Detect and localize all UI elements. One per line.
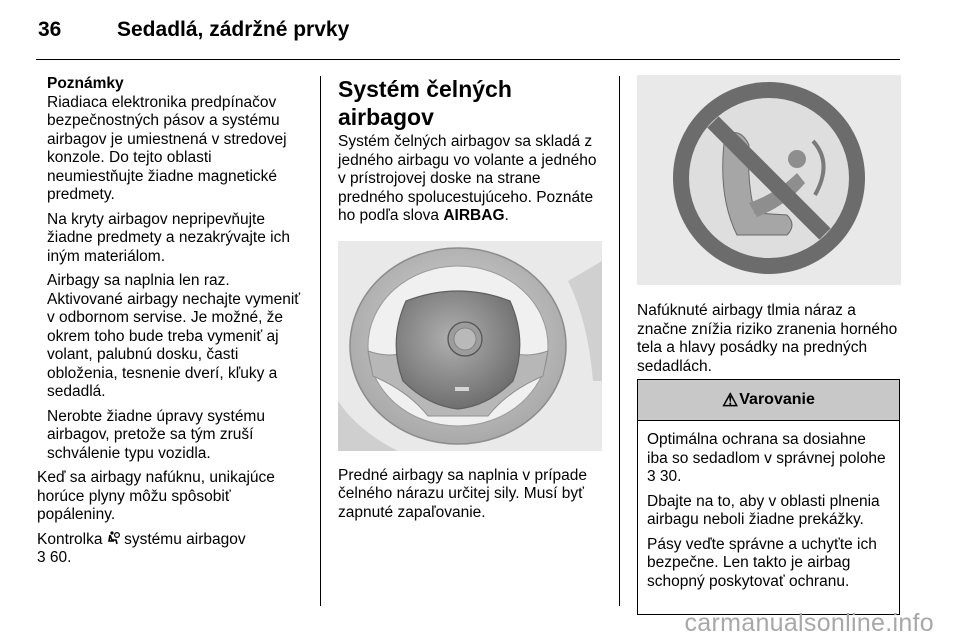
indicator-description: systému airbagov bbox=[124, 530, 246, 548]
warning-header bbox=[638, 380, 899, 421]
column-divider-left bbox=[320, 76, 321, 606]
intro-paragraph bbox=[338, 133, 604, 226]
warning-title: Varovanie bbox=[739, 391, 815, 408]
warning-body bbox=[638, 421, 899, 591]
protection-text: Nafúknuté airbagy tlmia náraz a značne znížia riziko zranenia horného tela a hlavy posádky na predných sedadlách. bbox=[637, 302, 898, 375]
no-rear-facing-child-seat-icon bbox=[637, 75, 901, 285]
page-reference: 3 60. bbox=[37, 549, 72, 566]
header-divider bbox=[36, 59, 900, 60]
warning-paragraph: Dbajte na to, aby v oblasti plnenia airbagu neboli žiadne prekážky. bbox=[647, 492, 880, 528]
airbag-word: AIRBAG bbox=[443, 207, 505, 224]
no-child-seat-illustration bbox=[637, 75, 901, 285]
warning-paragraph: Pásy veďte správne a uchyťte ich bezpečne. Len takto je airbag schopný poskytovať ochranu. bbox=[647, 535, 877, 590]
page-title: Sedadlá, zádržné prvky bbox=[117, 18, 350, 41]
column-divider-right bbox=[619, 76, 620, 606]
steering-wheel-illustration bbox=[338, 241, 602, 451]
note-paragraph: Nerobte žiadne úpravy systému airbagov, pretože sa tým zruší schválenie typu vozidla. bbox=[47, 407, 265, 462]
note-paragraph: Riadiaca elektronika predpínačov bezpečnostných pásov a systému airbagov je umiestnená v stredovej konzole. Do tejto oblasti neumiestňujte žiadne magnetické predmety. bbox=[47, 93, 287, 203]
note-paragraph: Na kryty airbagov nepripevňujte žiadne predmety a nezakrývajte ich iným materiálom. bbox=[47, 210, 290, 265]
intro-end: . bbox=[504, 207, 509, 224]
indicator-paragraph bbox=[37, 531, 307, 568]
section-title: Systém čelných airbagov bbox=[338, 76, 512, 130]
warning-paragraph: Optimálna ochrana sa dosiahne iba so sedadlom v správnej polohe 3 30. bbox=[647, 431, 886, 485]
burn-warning-text: Keď sa airbagy nafúknu, unikajúce horúce plyny môžu spôsobiť popáleniny. bbox=[37, 469, 275, 523]
middle-column bbox=[338, 75, 604, 522]
right-column bbox=[637, 75, 901, 376]
page-header bbox=[0, 0, 960, 60]
note-paragraph: Airbagy sa naplnia len raz. Aktivované airbagy nechajte vymeniť v odbornom servise. Je možné, že okrem toho bude treba vymeniť aj volant, palubnú dosku, časti obloženia, tesnenie dverí, kľuky a sedadlá. bbox=[47, 272, 301, 400]
steering-wheel-icon bbox=[338, 241, 602, 451]
note-block bbox=[47, 94, 307, 464]
watermark: carmanualsonline.info bbox=[684, 609, 934, 637]
note-heading: Poznámky bbox=[47, 75, 124, 92]
warning-icon: ⚠ bbox=[722, 389, 739, 410]
airbag-indicator-icon bbox=[107, 531, 120, 545]
page-number: 36 bbox=[38, 18, 62, 41]
left-column bbox=[37, 75, 307, 574]
inflation-text: Predné airbagy sa naplnia v prípade čelného nárazu určitej sily. Musí byť zapnuté zapaľovanie. bbox=[338, 466, 588, 521]
indicator-label: Kontrolka bbox=[37, 530, 103, 548]
warning-box bbox=[637, 379, 900, 615]
intro-text: Systém čelných airbagov sa skladá z jedného airbagu vo volante a jedného v prístrojovej doske na strane predného spolucestujúceho. Poznáte ho podľa slova bbox=[338, 133, 597, 224]
